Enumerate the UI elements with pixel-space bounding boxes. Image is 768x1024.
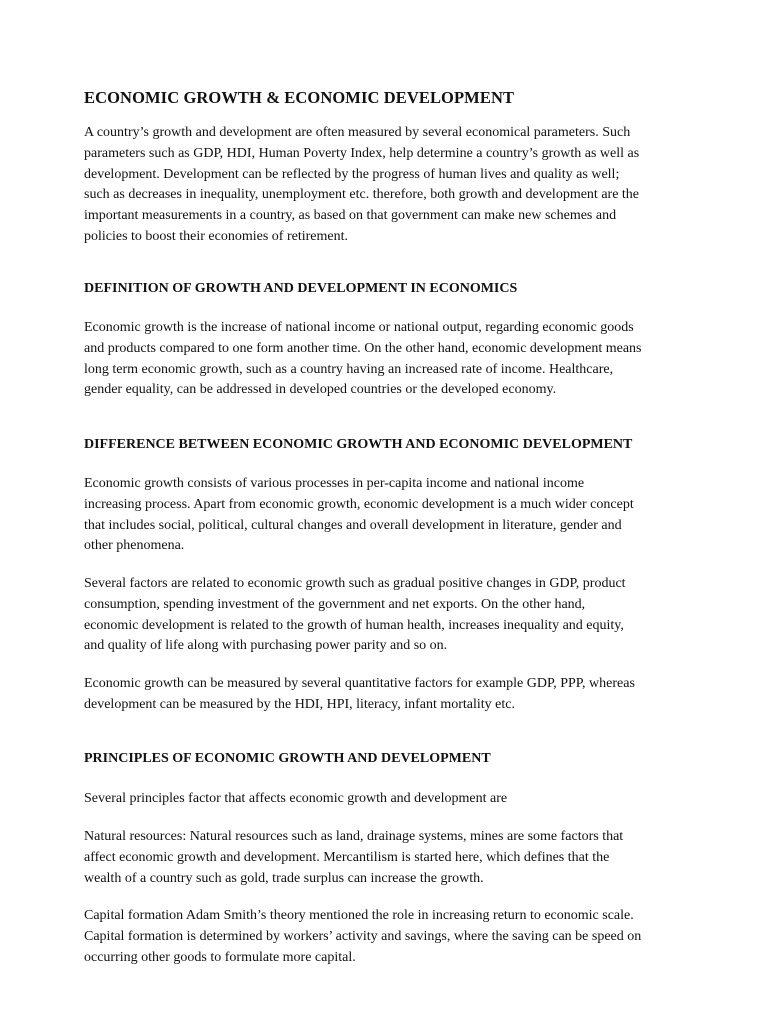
text-line: and products compared to one form another time. On the other hand, economic development means <box>84 340 642 356</box>
text-line: A country’s growth and development are often measured by several economical parameters. Such <box>84 125 631 140</box>
text-line: and quality of life along with purchasing power parity and so on. <box>84 638 448 654</box>
text-line: increasing process. Apart from economic growth, economic development is a much wider concept <box>84 496 634 512</box>
text-line: Natural resources: Natural resources such as land, drainage systems, mines are some factors that <box>84 829 624 844</box>
text-line: consumption, spending investment of the government and net exports. On the other hand, <box>84 596 586 612</box>
text-line: affect economic growth and development. Mercantilism is started here, which defines that the <box>84 849 610 865</box>
section-heading-definition: DEFINITION OF GROWTH AND DEVELOPMENT IN ECONOMICS <box>84 281 518 296</box>
text-line: long term economic growth, such as a country having an increased rate of income. Healthcare, <box>84 361 614 377</box>
text-line: other phenomena. <box>84 538 185 554</box>
text-line: such as decreases in inequality, unemployment etc. therefore, both growth and development are the <box>84 187 640 203</box>
text-line: policies to boost their economies of retirement. <box>84 228 348 244</box>
text-line: occurring other goods to formulate more capital. <box>84 949 356 965</box>
text-line: Economic growth consists of various processes in per-capita income and national income <box>84 476 585 491</box>
text-line: Economic growth can be measured by several quantitative factors for example GDP, PPP, whereas <box>84 676 635 691</box>
text-line: Several principles factor that affects economic growth and development are <box>84 791 508 806</box>
text-line: Economic growth is the increase of national income or national output, regarding economic goods <box>84 320 634 335</box>
paragraph <box>84 474 704 557</box>
paragraph <box>84 827 704 889</box>
document-title: ECONOMIC GROWTH & ECONOMIC DEVELOPMENT <box>84 88 515 107</box>
paragraph <box>84 789 704 810</box>
intro-paragraph <box>84 123 704 248</box>
paragraph <box>84 318 704 401</box>
text-line: important measurements in a country, as based on that government can make new schemes and <box>84 208 617 224</box>
text-line: Several factors are related to economic growth such as gradual positive changes in GDP, product <box>84 576 626 591</box>
paragraph <box>84 674 704 716</box>
text-line: development can be measured by the HDI, HPI, literacy, infant mortality etc. <box>84 696 515 712</box>
text-line: that includes social, political, cultural changes and overall development in literature, gender and <box>84 517 622 533</box>
section-heading-principles: PRINCIPLES OF ECONOMIC GROWTH AND DEVELOPMENT <box>84 751 491 766</box>
paragraph <box>84 906 704 968</box>
text-line: parameters such as GDP, HDI, Human Poverty Index, help determine a country’s growth as well as <box>84 145 640 161</box>
text-line: Capital formation Adam Smith’s theory mentioned the role in increasing return to economic scale. <box>84 908 634 923</box>
text-line: Capital formation is determined by workers’ activity and savings, where the saving can be speed on <box>84 928 642 944</box>
paragraph <box>84 574 704 657</box>
text-line: economic development is related to the growth of human health, increases inequality and equity, <box>84 617 624 633</box>
text-line: wealth of a country such as gold, trade surplus can increase the growth. <box>84 870 484 886</box>
text-line: gender equality, can be addressed in developed countries or the developed economy. <box>84 382 557 398</box>
text-line: development. Development can be reflected by the progress of human lives and quality as well; <box>84 166 620 182</box>
section-heading-difference: DIFFERENCE BETWEEN ECONOMIC GROWTH AND ECONOMIC DEVELOPMENT <box>84 437 633 452</box>
